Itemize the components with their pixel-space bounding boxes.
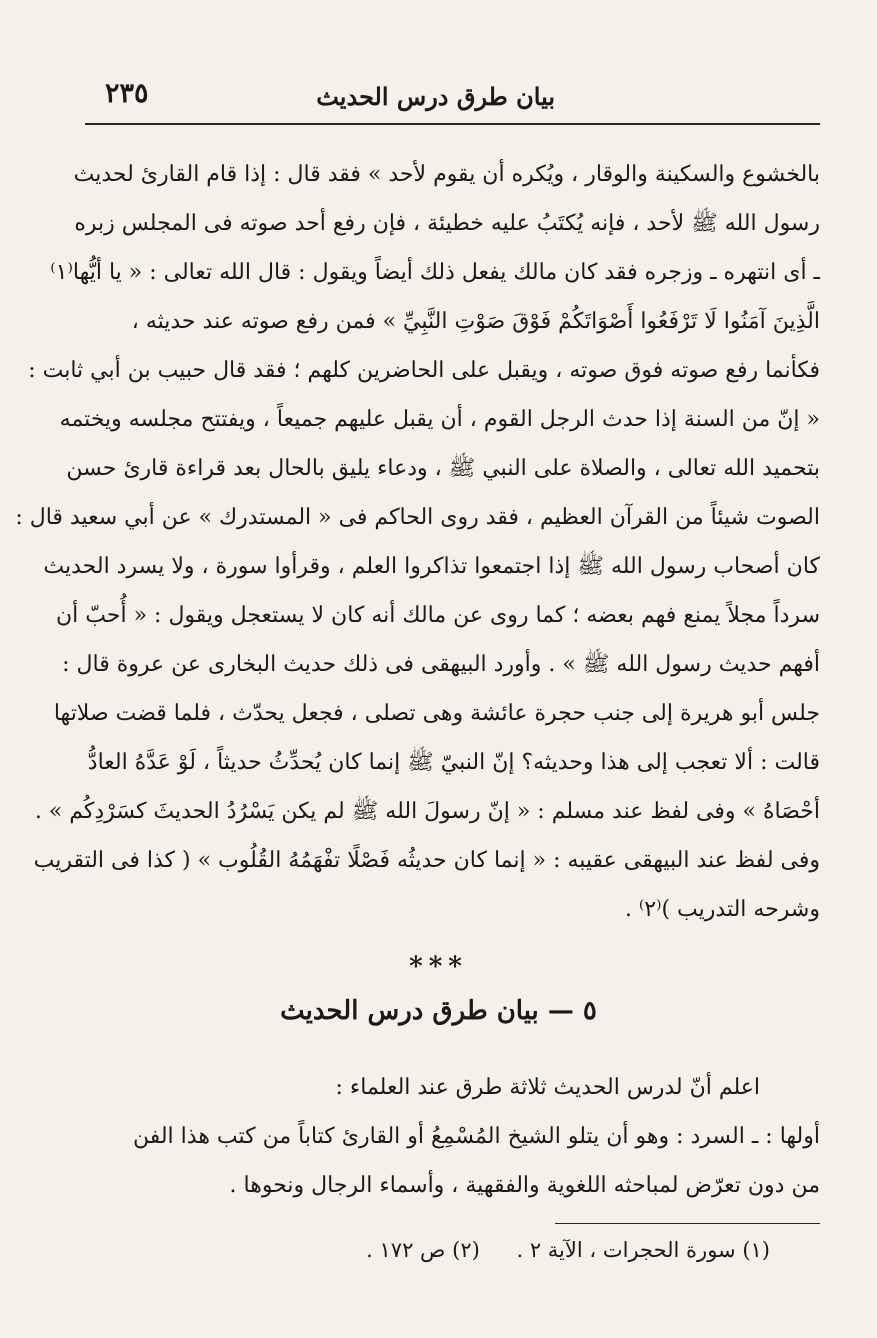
text-line: ـ أى انتهره ـ وزجره فقد كان مالك يفعل ذلك أيضاً ويقول : قال الله تعالى : « يا أيُّها⁽١⁾ — [50, 260, 820, 285]
section-separator: *** — [409, 952, 468, 982]
footnote: (٢) ص ١٧٢ . — [366, 1238, 480, 1262]
text-line: « إنّ من السنة إذا حدث الرجل القوم ، أن يقبل عليهم جميعاً ، ويفتتح مجلسه ويختمه — [59, 407, 820, 432]
text-line: وفى لفظ عند البيهقى عقيبه : « إنما كان حديثُه فَصْلًا تفْهَمُهُ القُلُوب » ( كذا فى التقريب — [33, 848, 820, 873]
text-line: بالخشوع والسكينة والوقار ، ويُكره أن يقوم لأحد » فقد قال : إذا قام القارئ لحديث — [73, 162, 820, 187]
text-line: وشرحه التدريب )⁽٢⁾ . — [624, 897, 820, 922]
text-line: أفهم حديث رسول الله ﷺ » . وأورد البيهقى فى ذلك حديث البخارى عن عروة قال : — [62, 652, 820, 677]
page-header — [95, 74, 805, 120]
header-rule — [85, 123, 820, 125]
footnote-rule — [555, 1223, 820, 1224]
text-line: أولها : ـ السرد : وهو أن يتلو الشيخ المُسْمِعُ أو القارئ كتاباً من كتب هذا الفن — [132, 1124, 820, 1149]
text-line: سرداً مجلاً يمنع فهم بعضه ؛ كما روى عن مالك أنه كان لا يستعجل ويقول : « أُحبّ أن — [56, 603, 820, 628]
footnotes — [300, 1238, 770, 1262]
text-line: الَّذِينَ آمَنُوا لَا تَرْفَعُوا أَصْوَاتَكُمْ فَوْقَ صَوْتِ النَّبِيِّ » فمن رفع صوته عند حديثه ، — [131, 309, 820, 334]
main-text — [15, 150, 820, 934]
text-line: رسول الله ﷺ لأحد ، فإنه يُكتَبُ عليه خطيئة ، فإن رفع أحد صوته فى المجلس زبره — [74, 211, 820, 236]
text-line: جلس أبو هريرة إلى جنب حجرة عائشة وهى تصلى ، فجعل يحدّث ، فلما قضت صلاتها — [53, 701, 820, 726]
section-heading: ٥ — بيان طرق درس الحديث — [280, 996, 597, 1026]
text-line: كان أصحاب رسول الله ﷺ إذا اجتمعوا تذاكروا العلم ، وقرأوا سورة ، ولا يسرد الحديث — [43, 554, 820, 579]
text-line: فكأنما رفع صوته فوق صوته ، ويقبل على الحاضرين كلهم ؛ فقد قال حبيب بن أبي ثابت : — [28, 358, 820, 383]
footnote: (١) سورة الحجرات ، الآية ٢ . — [516, 1238, 770, 1262]
text-line: قالت : ألا تعجب إلى هذا وحديثه؟ إنّ النبيّ ﷺ إنما كان يُحدِّثُ حديثاً ، لَوْ عَدَّهُ العادُّ — [87, 750, 820, 775]
text-line: من دون تعرّض لمباحثه اللغوية والفقهية ، وأسماء الرجال ونحوها . — [229, 1173, 820, 1198]
running-title: بيان طرق درس الحديث — [316, 82, 555, 111]
text-line: أحْصَاهُ » وفى لفظ عند مسلم : « إنّ رسولَ الله ﷺ لم يكن يَسْرُدُ الحديثَ كسَرْدِكُم » . — [34, 799, 820, 824]
text-line: الصوت شيئاً من القرآن العظيم ، فقد روى الحاكم فى « المستدرك » عن أبي سعيد قال : — [15, 505, 820, 530]
page-number: ٢٣٥ — [105, 78, 149, 109]
section-text — [68, 1063, 820, 1210]
text-line: بتحميد الله تعالى ، والصلاة على النبي ﷺ ، ودعاء يليق بالحال بعد قراءة قارئ حسن — [66, 456, 820, 481]
text-line: اعلم أنّ لدرس الحديث ثلاثة طرق عند العلماء : — [335, 1075, 760, 1100]
